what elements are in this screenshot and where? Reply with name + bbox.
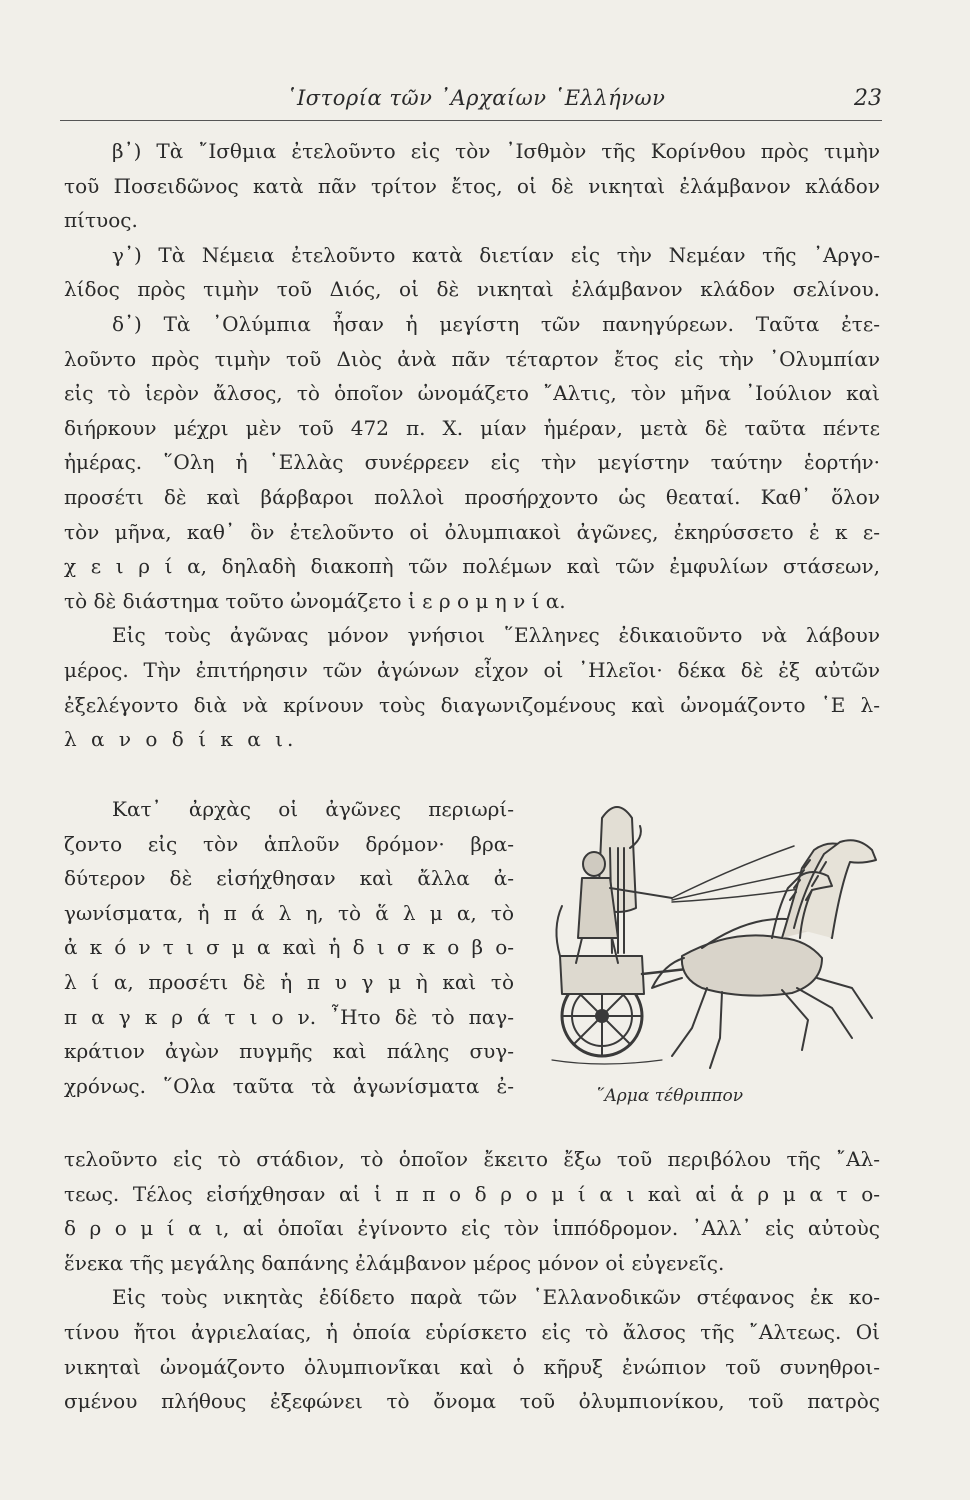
running-title: ῾Ιστορία τῶν ᾽Αρχαίων ῾Ελλήνων: [286, 86, 666, 110]
text-line: μέρος. Τὴν ἐπιτήρησιν τῶν ἀγώνων εἶχον οἱ ᾽Ηλεῖοι· δέκα δὲ ἐξ αὐτῶν: [64, 657, 880, 682]
text-line: δύτερον δὲ εἰσήχθησαν καὶ ἄλλα ἀ-: [64, 866, 514, 891]
text-block-hippodrome: [64, 1142, 880, 1419]
page-number: 23: [854, 86, 882, 111]
running-header: [60, 80, 882, 121]
text-line: ἀ κ ό ν τ ι σ μ α καὶ ἡ δ ι σ κ ο β ο-: [64, 935, 514, 960]
text-line: Εἰς τοὺς νικητὰς ἐδίδετο παρὰ τῶν ῾Ελλανοδικῶν στέφανος ἐκ κο-: [112, 1285, 880, 1310]
text-line: τοῦ Ποσειδῶνος κατὰ πᾶν τρίτον ἔτος, οἱ δὲ νικηταὶ ἐλάμβανον κλάδον: [64, 173, 880, 198]
text-line: πίτυος.: [64, 208, 138, 233]
text-line: τελοῦντο εἰς τὸ στάδιον, τὸ ὁποῖον ἔκειτο ἔξω τοῦ περιβόλου τῆς ῎Αλ-: [64, 1147, 880, 1171]
text-line: π α γ κ ρ ά τ ι ο ν. ῏Ητο δὲ τὸ παγ-: [64, 1004, 514, 1029]
text-line: τὸν μῆνα, καθ᾽ ὃν ἐτελοῦντο οἱ ὀλυμπιακοὶ ἀγῶνες, ἐκηρύσσετο ἐ κ ε-: [64, 519, 880, 544]
figure-caption: ῞Αρμα τέθριππον: [596, 1086, 744, 1106]
text-line: λ α ν ο δ ί κ α ι.: [64, 727, 298, 752]
text-line: δ᾽) Τὰ ᾽Ολύμπια ἦσαν ἡ μεγίστη τῶν πανηγύρεων. Ταῦτα ἐτε-: [112, 311, 880, 336]
text-line: λ ί α, προσέτι δὲ ἡ π υ γ μ ὴ καὶ τὸ: [64, 969, 514, 994]
text-line: λίδος πρὸς τιμὴν τοῦ Διός, οἱ δὲ νικηταὶ ἐλάμβανον κλάδον σελίνου.: [64, 277, 880, 302]
text-line: ἡμέρας. ῞Ολη ἡ ῾Ελλὰς συνέρρεεν εἰς τὴν μεγίστην ταύτην ἑορτήν·: [64, 450, 880, 475]
text-block-olympic-games: [64, 134, 880, 757]
text-line: κράτιον ἀγὼν πυγμῆς καὶ πάλης συγ-: [64, 1039, 514, 1064]
text-line: νικηταὶ ὠνομάζοντο ὀλυμπιονῖκαι καὶ ὁ κῆρυξ ἐνώπιον τοῦ συνηθροι-: [64, 1354, 880, 1379]
text-line: λοῦντο πρὸς τιμὴν τοῦ Διὸς ἀνὰ πᾶν τέταρτον ἔτος εἰς τὴν ᾽Ολυμπίαν: [64, 346, 880, 371]
chariot-illustration: [532, 788, 882, 1126]
text-line: τὸ δὲ διάστημα τοῦτο ὠνομάζετο ἱ ε ρ ο μ η ν ί α.: [64, 588, 566, 613]
text-line: προσέτι δὲ καὶ βάρβαροι πολλοὶ προσήρχοντο ὡς θεαταί. Καθ᾽ ὅλον: [64, 484, 880, 509]
four-horse-chariot-drawing: [532, 788, 882, 1088]
text-line: διήρκουν μέχρι μὲν τοῦ 472 π. Χ. μίαν ἡμέραν, μετὰ δὲ ταῦτα πέντε: [64, 415, 880, 440]
text-line: χ ε ι ρ ί α, δηλαδὴ διακοπὴ τῶν πολέμων καὶ τῶν ἐμφυλίων στάσεων,: [64, 554, 880, 579]
text-line: Κατ᾽ ἀρχὰς οἱ ἀγῶνες περιωρί-: [112, 797, 514, 821]
text-block-contests: [64, 792, 514, 1103]
text-line: β᾽) Τὰ ῎Ισθμια ἐτελοῦντο εἰς τὸν ᾽Ισθμὸν τῆς Κορίνθου πρὸς τιμὴν: [112, 139, 880, 163]
text-line: γ᾽) Τὰ Νέμεια ἐτελοῦντο κατὰ διετίαν εἰς τὴν Νεμέαν τῆς ᾽Αργο-: [112, 242, 880, 267]
text-line: Εἰς τοὺς ἀγῶνας μόνον γνήσιοι ῞Ελληνες ἐδικαιοῦντο νὰ λάβουν: [112, 623, 880, 648]
text-line: δ ρ ο μ ί α ι, αἱ ὁποῖαι ἐγίνοντο εἰς τὸν ἱππόδρομον. ᾽Αλλ᾽ εἰς αὐτοὺς: [64, 1216, 880, 1241]
text-line: ἕνεκα τῆς μεγάλης δαπάνης ἐλάμβανον μέρος μόνον οἱ εὐγενεῖς.: [64, 1250, 725, 1275]
text-line: ἐξελέγοντο διὰ νὰ κρίνουν τοὺς διαγωνιζομένους καὶ ὠνομάζοντο ῾Ε λ-: [64, 692, 880, 717]
text-line: σμένου πλήθους ἐξεφώνει τὸ ὄνομα τοῦ ὀλυμπιονίκου, τοῦ πατρὸς: [64, 1389, 880, 1414]
text-line: εἰς τὸ ἱερὸν ἄλσος, τὸ ὁποῖον ὠνομάζετο ῎Αλτις, τὸν μῆνα ᾽Ιούλιον καὶ: [64, 381, 880, 406]
text-line: χρόνως. ῞Ολα ταῦτα τὰ ἀγωνίσματα ἐ-: [64, 1073, 514, 1098]
text-line: γωνίσματα, ἡ π ά λ η, τὸ ἅ λ μ α, τὸ: [64, 900, 514, 925]
text-line: ζοντο εἰς τὸν ἁπλοῦν δρόμον· βρα-: [64, 831, 514, 856]
text-line: τίνου ἤτοι ἀγριελαίας, ἡ ὁποία εὑρίσκετο εἰς τὸ ἄλσος τῆς ῎Αλτεως. Οἱ: [64, 1319, 880, 1344]
text-line: τεως. Τέλος εἰσήχθησαν αἱ ἱ π π ο δ ρ ο μ ί α ι καὶ αἱ ἁ ρ μ α τ ο-: [64, 1181, 880, 1206]
